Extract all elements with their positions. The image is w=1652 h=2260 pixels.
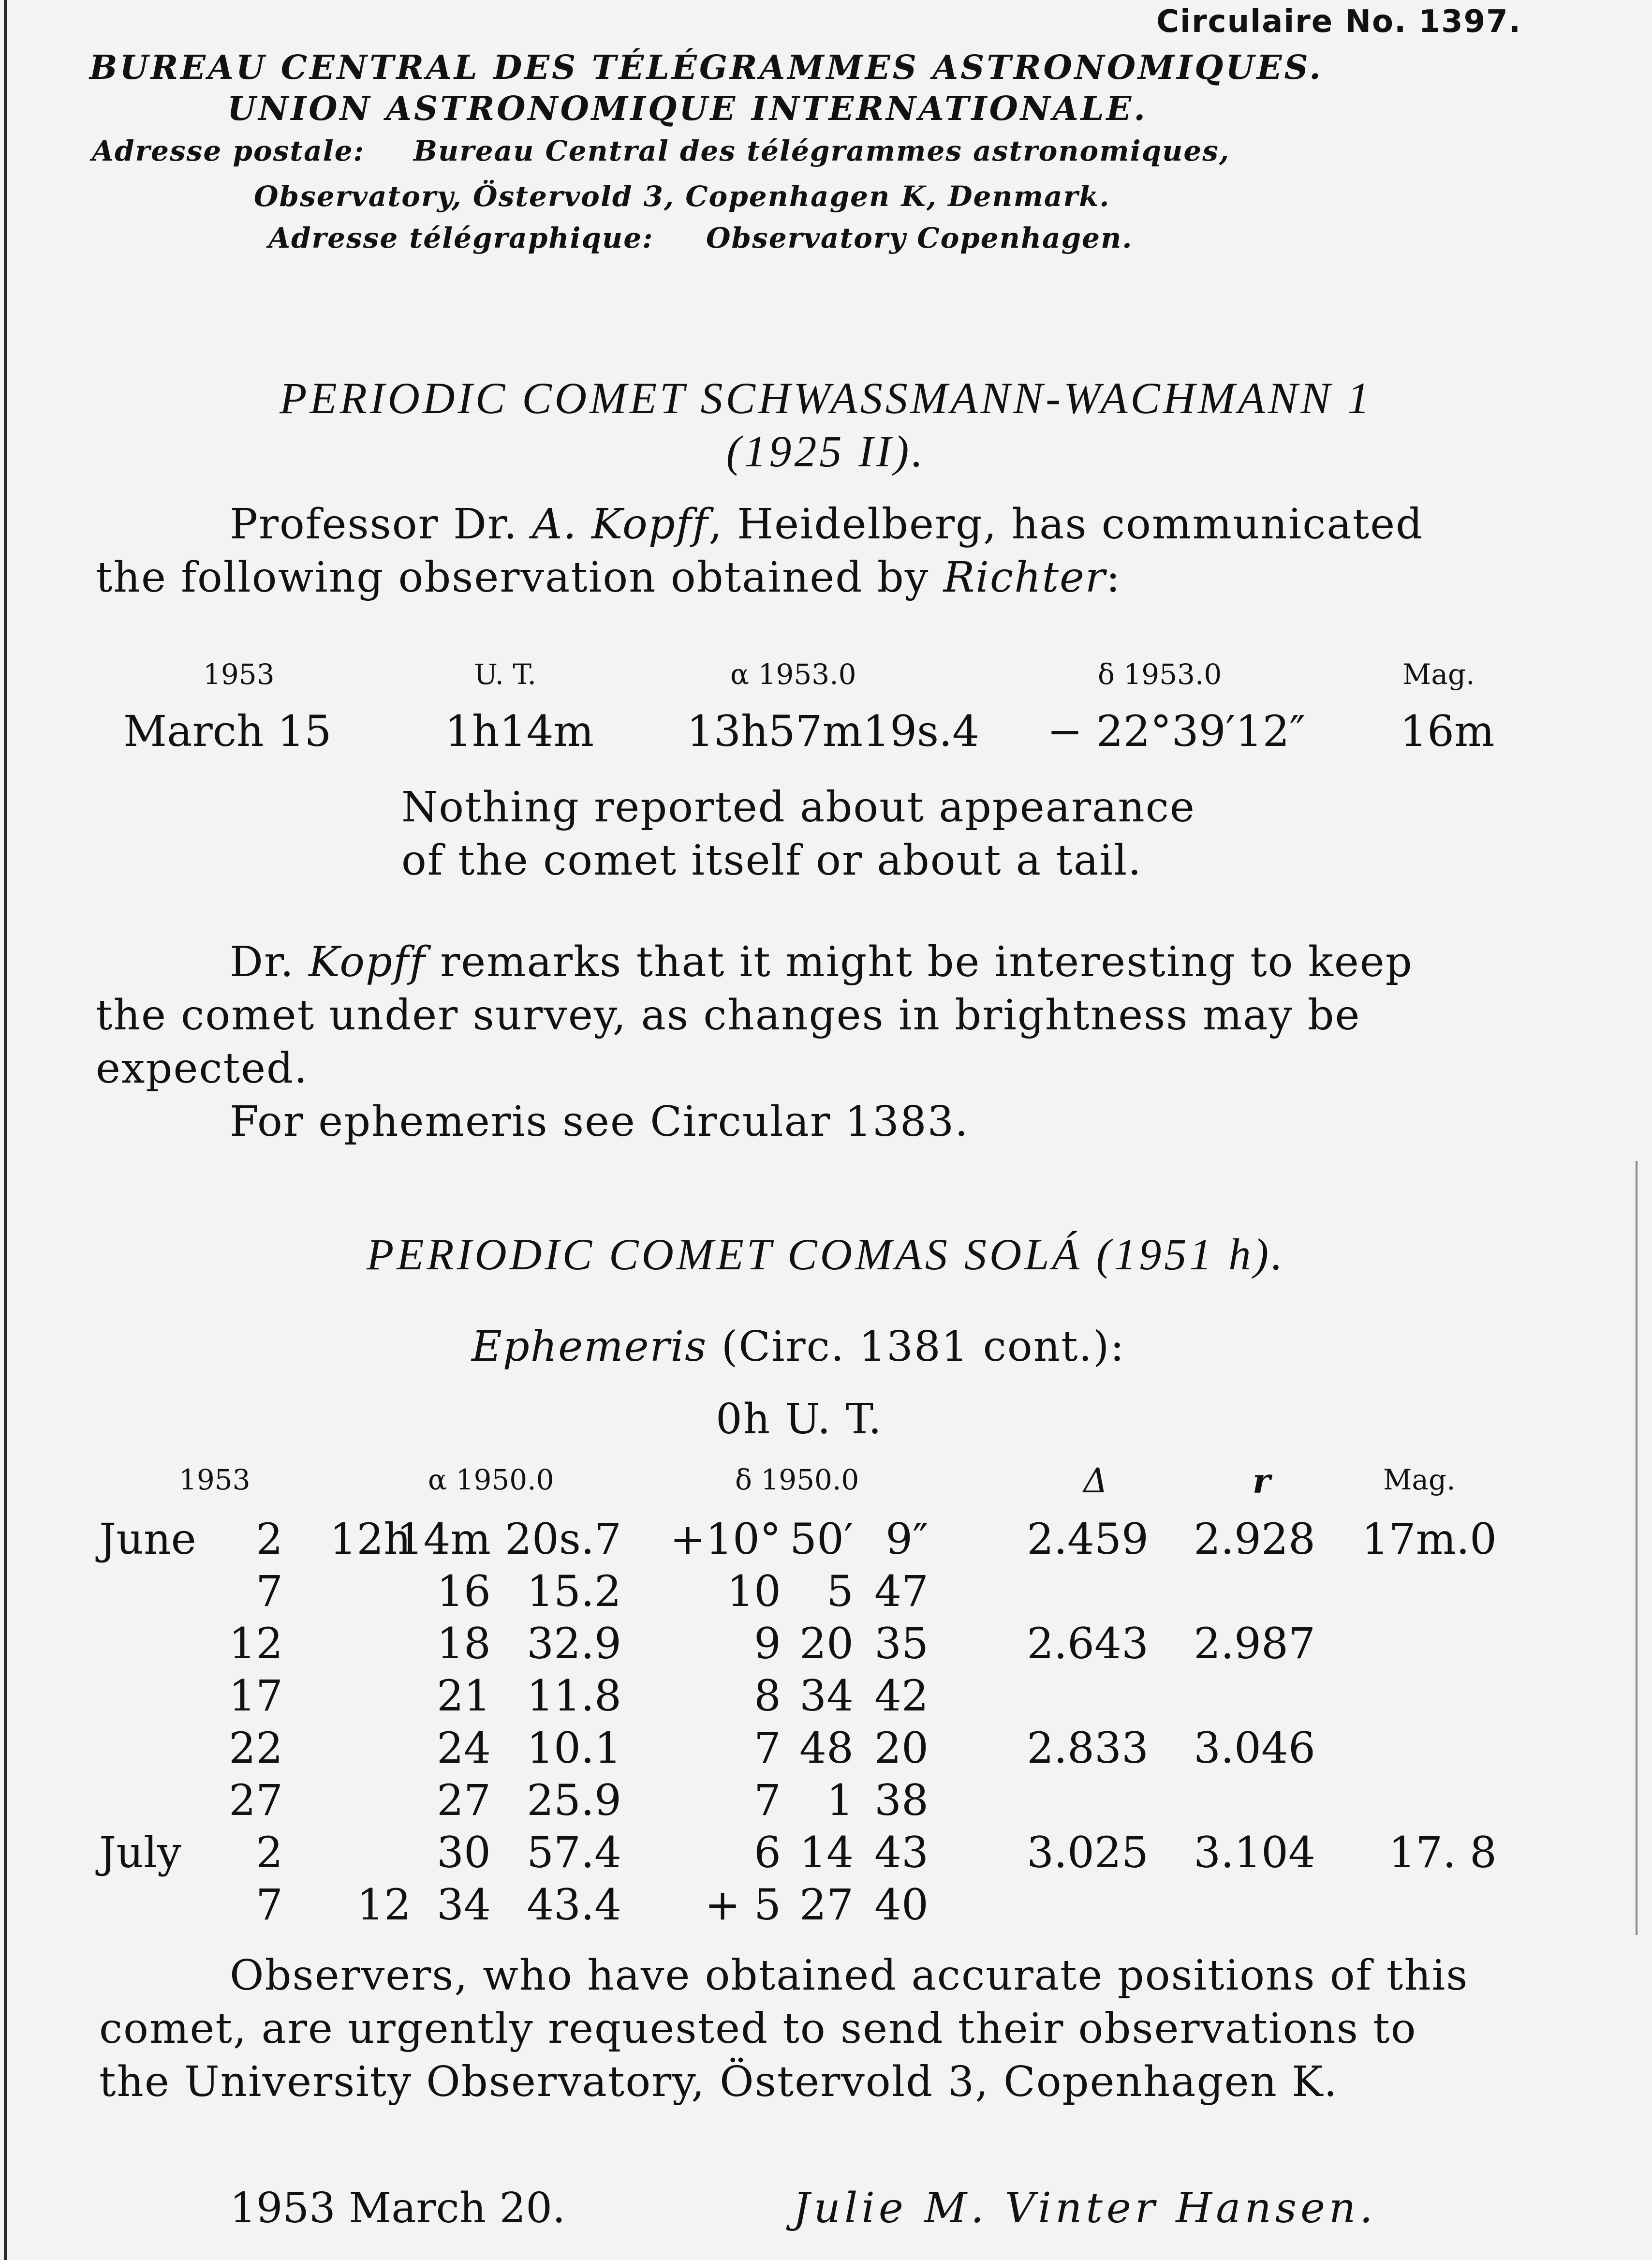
ephem-header-r: r — [1253, 1461, 1270, 1501]
intro-end: : — [1106, 553, 1121, 602]
ephem-cell-dec-s: 47 — [874, 1566, 929, 1616]
remark-line2: the comet under survey, as changes in brightness may be — [96, 991, 1361, 1040]
ephem-cell-ra-m: 27 — [437, 1775, 491, 1825]
ephem-header-ra: α 1950.0 — [428, 1463, 554, 1496]
ephemeris-circ-ref: (Circ. 1381 cont.): — [721, 1323, 1125, 1371]
ephem-cell-month: June — [99, 1514, 196, 1564]
section1-title: PERIODIC COMET SCHWASSMANN-WACHMANN 1 — [280, 373, 1372, 423]
ephem-cell-ra-s: 11.8 — [527, 1671, 621, 1721]
closing-line2: comet, are urgently requested to send their observations to — [99, 2005, 1417, 2053]
ephem-cell-dec-m: 5 — [826, 1566, 854, 1616]
ephem-cell-ra-m: 24 — [437, 1723, 491, 1773]
intro-prefix: Professor Dr. — [230, 500, 518, 549]
section1-subtitle: (1925 II). — [726, 427, 926, 476]
ephem-cell-ra-h: 12 — [357, 1880, 411, 1930]
ephem-cell-dec-d: 8 — [754, 1671, 781, 1721]
obs-ra: 13h57m19s.4 — [687, 706, 980, 756]
ephem-cell-delta: 2.643 — [1027, 1619, 1149, 1668]
intro-suffix: , Heidelberg, has communicated — [708, 500, 1424, 549]
ephem-cell-ra-s: 20s.7 — [504, 1514, 621, 1564]
ephem-cell-dec-m: 20 — [799, 1619, 854, 1668]
ephem-header-dec: δ 1950.0 — [735, 1463, 859, 1496]
obs-header-mag: Mag. — [1402, 658, 1475, 691]
closing-line3: the University Observatory, Östervold 3, Copenhagen K. — [99, 2058, 1338, 2106]
ephem-cell-mag: 17. 8 — [1388, 1828, 1497, 1877]
ephem-cell-dec-d: 9 — [754, 1619, 781, 1668]
section1-intro-line2 — [96, 551, 1121, 604]
ephem-cell-day: 2 — [256, 1514, 283, 1564]
bureau-name: BUREAU CENTRAL DES TÉLÉGRAMMES ASTRONOMIQUES. — [89, 48, 1323, 87]
intro-name: A. Kopff — [532, 500, 709, 549]
circular-number: Circulaire No. 1397. — [1156, 4, 1521, 40]
obs-ut: 1h14m — [445, 706, 594, 756]
remark-name: Kopff — [309, 938, 426, 986]
ephem-cell-dec-s: 38 — [874, 1775, 929, 1825]
ephem-cell-ra-s: 43.4 — [527, 1880, 621, 1930]
remark-line3: expected. — [96, 1044, 309, 1093]
ephem-cell-dec-d: 10 — [727, 1566, 781, 1616]
ephem-cell-ra-m: 34 — [437, 1880, 491, 1930]
telegraph-label: Adresse télégraphique: — [268, 222, 654, 254]
ephem-header-year: 1953 — [179, 1463, 251, 1496]
ephem-cell-delta: 3.025 — [1027, 1828, 1149, 1877]
obs-header-ut: U. T. — [474, 658, 537, 691]
obs-header-year: 1953 — [203, 658, 275, 691]
ephem-cell-dec-m: 1 — [826, 1775, 854, 1825]
ephem-cell-mag: 17m.0 — [1361, 1514, 1497, 1564]
ephem-cell-day: 2 — [256, 1828, 283, 1877]
intro-observer: Richter — [943, 553, 1106, 602]
ephem-cell-r: 2.928 — [1194, 1514, 1315, 1564]
note-line1: Nothing reported about appearance — [401, 783, 1195, 832]
ephem-cell-ra-s: 15.2 — [527, 1566, 621, 1616]
ephem-cell-dec-s: 40 — [874, 1880, 929, 1930]
postal-address-line2: Observatory, Östervold 3, Copenhagen K, Denmark. — [254, 180, 1110, 213]
ephemeris-label: Ephemeris — [472, 1323, 708, 1371]
ephem-cell-dec-d: 7 — [754, 1775, 781, 1825]
ephem-cell-r: 3.104 — [1194, 1828, 1315, 1877]
ephem-cell-ra-m: 14m — [396, 1514, 491, 1564]
postal-label: Adresse postale: — [92, 134, 365, 167]
remark-prefix: Dr. — [230, 938, 295, 986]
ephem-cell-day: 22 — [229, 1723, 283, 1773]
ephem-cell-ra-m: 18 — [437, 1619, 491, 1668]
ephem-cell-dec-m: 14 — [799, 1828, 854, 1877]
postal-address-line1: Bureau Central des télégrammes astronomiques, — [413, 134, 1230, 167]
ephem-cell-day: 27 — [229, 1775, 283, 1825]
telegraph-address: Observatory Copenhagen. — [706, 222, 1133, 254]
ephem-cell-day: 12 — [229, 1619, 283, 1668]
ephem-cell-ra-s: 32.9 — [527, 1619, 621, 1668]
ephem-cell-dec-s: 20 — [874, 1723, 929, 1773]
ephem-cell-dec-m: 27 — [799, 1880, 854, 1930]
ephem-cell-r: 2.987 — [1194, 1619, 1315, 1668]
ephem-cell-dec-d: 7 — [754, 1723, 781, 1773]
ephem-cell-delta: 2.833 — [1027, 1723, 1149, 1773]
remark-suffix: remarks that it might be interesting to keep — [440, 938, 1413, 986]
left-edge-rule — [4, 0, 7, 2260]
obs-header-dec: δ 1953.0 — [1098, 658, 1222, 691]
ephem-cell-ra-s: 25.9 — [527, 1775, 621, 1825]
remark-line1 — [230, 936, 1413, 988]
ephem-cell-dec-s: 42 — [874, 1671, 929, 1721]
ephem-cell-month: July — [99, 1828, 181, 1877]
ephem-cell-dec-m: 50′ — [790, 1514, 854, 1564]
obs-mag: 16m — [1400, 706, 1495, 756]
note-line2: of the comet itself or about a tail. — [401, 836, 1142, 885]
ephemeris-heading — [472, 1321, 1125, 1373]
ephem-cell-dec-d: 6 — [754, 1828, 781, 1877]
ephem-cell-day: 7 — [256, 1566, 283, 1616]
ephem-cell-dec-d: + 5 — [705, 1880, 781, 1930]
section2-title: PERIODIC COMET COMAS SOLÁ (1951 h). — [367, 1230, 1285, 1279]
footer-date: 1953 March 20. — [230, 2184, 566, 2232]
ephem-cell-day: 7 — [256, 1880, 283, 1930]
ephem-header-delta: Δ — [1083, 1461, 1108, 1501]
ephem-header-mag: Mag. — [1383, 1463, 1456, 1496]
ephem-cell-ra-s: 10.1 — [527, 1723, 621, 1773]
ephemeris-reference: For ephemeris see Circular 1383. — [230, 1098, 969, 1146]
ephem-cell-ra-m: 16 — [437, 1566, 491, 1616]
ephem-cell-dec-s: 9″ — [885, 1514, 929, 1564]
ephem-cell-dec-m: 34 — [799, 1671, 854, 1721]
ephem-cell-delta: 2.459 — [1027, 1514, 1149, 1564]
obs-dec: − 22°39′12″ — [1047, 706, 1306, 756]
ephem-cell-ra-m: 30 — [437, 1828, 491, 1877]
obs-date: March 15 — [123, 706, 332, 756]
intro-line2-text: the following observation obtained by — [96, 553, 929, 602]
section1-intro-line1 — [230, 498, 1423, 550]
ephem-cell-ra-m: 21 — [437, 1671, 491, 1721]
footer-signature: Julie M. Vinter Hansen. — [793, 2184, 1377, 2232]
ephem-cell-dec-d: +10° — [670, 1514, 781, 1564]
obs-header-ra: α 1953.0 — [730, 658, 856, 691]
union-name: UNION ASTRONOMIQUE INTERNATIONALE. — [227, 89, 1148, 128]
ephem-cell-dec-s: 35 — [874, 1619, 929, 1668]
closing-line1: Observers, who have obtained accurate positions of this — [230, 1951, 1469, 2000]
ephem-cell-dec-m: 48 — [799, 1723, 854, 1773]
ephem-cell-r: 3.046 — [1194, 1723, 1315, 1773]
ephem-cell-day: 17 — [229, 1671, 283, 1721]
ephem-cell-ra-h: 12h — [329, 1514, 411, 1564]
ephem-cell-ra-s: 57.4 — [527, 1828, 621, 1877]
ephem-cell-dec-s: 43 — [874, 1828, 929, 1877]
ephemeris-time-header: 0h U. T. — [716, 1395, 883, 1443]
